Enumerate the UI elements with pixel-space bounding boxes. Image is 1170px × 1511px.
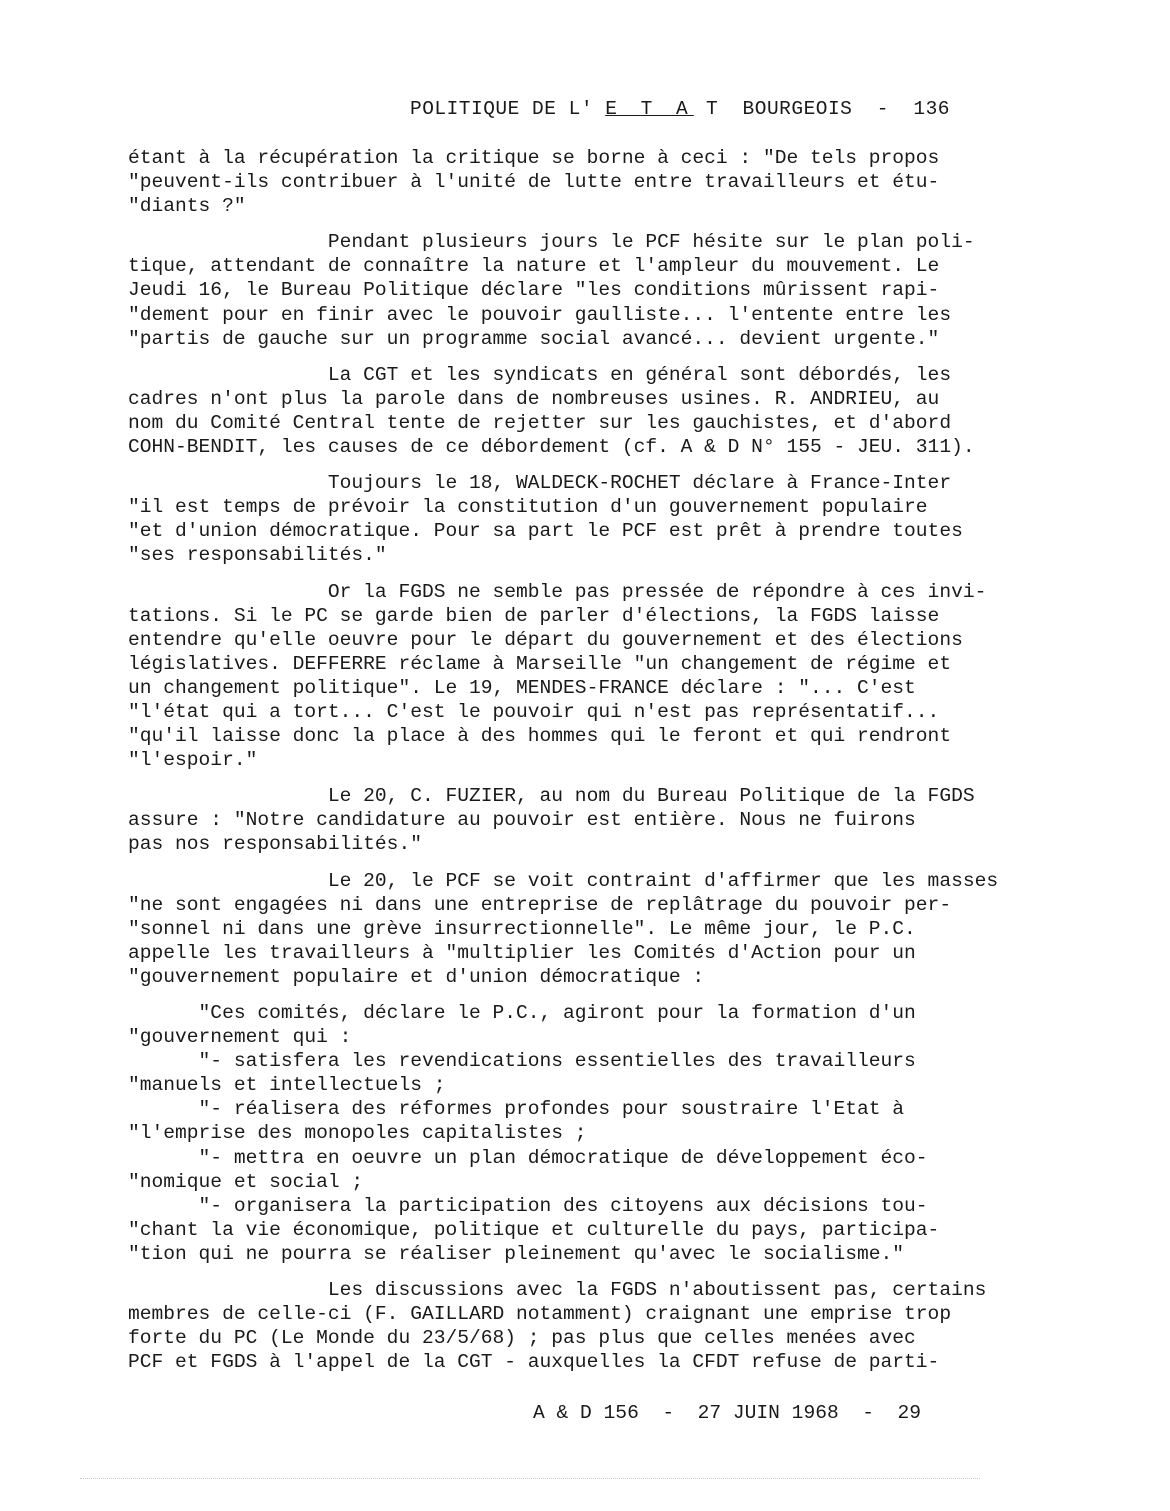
text-line: tique, attendant de connaître la nature et l'ampleur du mouvement. Le: [128, 255, 940, 278]
paragraph: [128, 363, 1048, 459]
text-line: assure : "Notre candidature au pouvoir est entière. Nous ne fuirons: [128, 809, 916, 832]
text-line: "chant la vie économique, politique et culturelle du pays, participa-: [128, 1218, 940, 1241]
paragraph: [128, 869, 1048, 989]
header-prefix: POLITIQUE DE L': [410, 98, 606, 120]
text-line: législatives. DEFFERRE réclame à Marseille "un changement de régime et: [128, 652, 952, 675]
text-line: Pendant plusieurs jours le PCF hésite sur le plan poli-: [128, 231, 975, 254]
text-line: "et d'union démocratique. Pour sa part le PCF est prêt à prendre toutes: [128, 520, 963, 543]
page-footer: A & D 156 - 27 JUIN 1968 - 29: [533, 1402, 922, 1424]
text-line: COHN-BENDIT, les causes de ce débordement (cf. A & D N° 155 - JEU. 311).: [128, 436, 975, 459]
text-line: Or la FGDS ne semble pas pressée de répondre à ces invi-: [128, 580, 987, 603]
text-line: "qu'il laisse donc la place à des hommes qui le feront et qui rendront: [128, 725, 952, 748]
text-line: cadres n'ont plus la parole dans de nombreuses usines. R. ANDRIEU, au: [128, 387, 940, 410]
text-line: tations. Si le PC se garde bien de parler d'élections, la FGDS laisse: [128, 604, 940, 627]
text-line: membres de celle-ci (F. GAILLARD notamment) craignant une emprise trop: [128, 1303, 952, 1326]
scan-edge-specks: [80, 1478, 980, 1487]
paragraph: [128, 146, 1048, 218]
page-header: [410, 98, 950, 120]
paragraph: [128, 230, 1048, 350]
text-line: "ne sont engagées ni dans une entreprise de replâtrage du pouvoir per-: [128, 893, 952, 916]
text-line: "Ces comités, déclare le P.C., agiront pour la formation d'un: [128, 1002, 916, 1024]
closing-paragraph: [128, 1278, 1048, 1374]
text-line: "nomique et social ;: [128, 1170, 364, 1193]
text-line: Toujours le 18, WALDECK-ROCHET déclare à France-Inter: [128, 472, 952, 495]
text-line: "diants ?": [128, 195, 246, 218]
text-line: forte du PC (Le Monde du 23/5/68) ; pas plus que celles menées avec: [128, 1327, 916, 1350]
text-line: Jeudi 16, le Bureau Politique déclare "les conditions mûrissent rapi-: [128, 279, 940, 302]
header-suffix: T BOURGEOIS - 136: [693, 98, 950, 120]
text-line: étant à la récupération la critique se borne à ceci : "De tels propos: [128, 147, 940, 169]
spacer: [128, 1266, 1048, 1278]
paragraph: [128, 580, 1048, 773]
text-line: "dement pour en finir avec le pouvoir gaulliste... l'entente entre les: [128, 303, 952, 326]
text-line: "- organisera la participation des citoyens aux décisions tou-: [128, 1194, 928, 1217]
text-line: pas nos responsabilités.": [128, 833, 422, 856]
text-line: "l'espoir.": [128, 749, 258, 772]
text-line: "partis de gauche sur un programme social avancé... devient urgente.": [128, 327, 940, 350]
text-line: nom du Comité Central tente de rejetter sur les gauchistes, et d'abord: [128, 411, 952, 434]
text-line: "il est temps de prévoir la constitution d'un gouvernement populaire: [128, 496, 928, 519]
header-spaced-word: E T A: [605, 98, 694, 120]
paragraph: [128, 784, 1048, 856]
text-line: un changement politique". Le 19, MENDES-FRANCE déclare : "... C'est: [128, 676, 916, 699]
document-body: [128, 146, 1048, 1386]
quoted-passage: [128, 1001, 1048, 1266]
paragraph: [128, 471, 1048, 567]
text-line: La CGT et les syndicats en général sont débordés, les: [128, 363, 952, 386]
text-line: PCF et FGDS à l'appel de la CGT - auxquelles la CFDT refuse de parti-: [128, 1351, 940, 1374]
text-line: "gouvernement qui :: [128, 1026, 352, 1049]
text-line: Les discussions avec la FGDS n'aboutissent pas, certains: [128, 1279, 987, 1302]
text-line: "ses responsabilités.": [128, 544, 387, 567]
text-line: "gouvernement populaire et d'union démocratique :: [128, 965, 705, 988]
text-line: "l'emprise des monopoles capitalistes ;: [128, 1122, 587, 1145]
text-line: "sonnel ni dans une grève insurrectionnelle". Le même jour, le P.C.: [128, 917, 916, 940]
text-line: "l'état qui a tort... C'est le pouvoir qui n'est pas représentatif...: [128, 700, 940, 723]
text-line: "- réalisera des réformes profondes pour soustraire l'Etat à: [128, 1098, 905, 1121]
text-line: Le 20, le PCF se voit contraint d'affirmer que les masses: [128, 869, 999, 892]
text-line: "peuvent-ils contribuer à l'unité de lutte entre travailleurs et étu-: [128, 171, 940, 194]
text-line: "manuels et intellectuels ;: [128, 1074, 446, 1097]
text-line: entendre qu'elle oeuvre pour le départ du gouvernement et des élections: [128, 628, 963, 651]
text-line: "- mettra en oeuvre un plan démocratique de développement éco-: [128, 1146, 928, 1169]
text-line: "- satisfera les revendications essentielles des travailleurs: [128, 1050, 916, 1073]
text-line: "tion qui ne pourra se réaliser pleinement qu'avec le socialisme.": [128, 1242, 905, 1265]
text-line: appelle les travailleurs à "multiplier les Comités d'Action pour un: [128, 941, 916, 964]
text-line: Le 20, C. FUZIER, au nom du Bureau Politique de la FGDS: [128, 785, 975, 808]
